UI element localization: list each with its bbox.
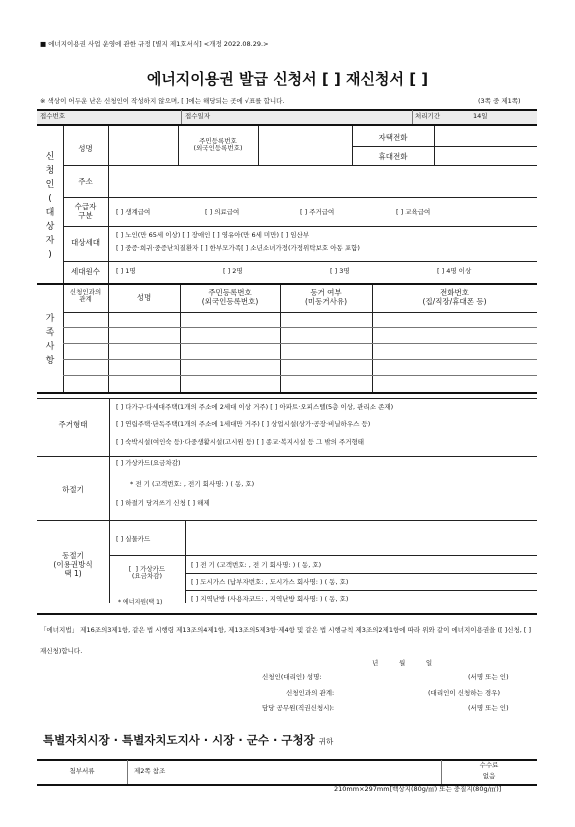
benefit-option-medical[interactable]: [ ] 의료급여 bbox=[205, 208, 240, 216]
processing-period-value: 14일 bbox=[473, 112, 488, 120]
mobile-label: 휴대전화 bbox=[378, 152, 408, 161]
family-col-cohabitation: 동거 여부 (미동거사유) bbox=[304, 288, 348, 306]
summer-electric-details[interactable]: * 전 기 (고객번호: , 전기 회사명: ) ( 동, 호) bbox=[130, 480, 255, 488]
members-option-4plus[interactable]: [ ] 4명 이상 bbox=[437, 267, 472, 275]
members-option-1[interactable]: [ ] 1명 bbox=[116, 267, 136, 275]
benefit-option-livelihood[interactable]: [ ] 생계급여 bbox=[116, 208, 151, 216]
signature-applicant-label: 신청인(대리인) 성명: bbox=[262, 673, 322, 681]
household-options-line2[interactable]: [ ] 중증·희귀·중증난치질환자 [ ] 한부모가족[ ] 소년소녀가정(가정위탁보호 아동 포함) bbox=[116, 244, 360, 252]
family-col-name: 성명 bbox=[136, 293, 152, 302]
rrn-label: 주민등록번호 (외국인등록번호) bbox=[193, 137, 243, 153]
household-type-label: 대상세대 bbox=[71, 238, 100, 247]
benefit-option-education[interactable]: [ ] 교육급여 bbox=[396, 208, 431, 216]
housing-options-line1[interactable]: [ ] 다가구·다세대주택(1개의 주소에 2세대 이상 거주) [ ] 아파트·오피스텔(5층 이상, 관리소 존재) bbox=[116, 403, 394, 411]
housing-options-line3[interactable]: [ ] 숙박시설(여인숙 등)·다중생활시설(고시원 등) [ ] 종교·복지시설 등 그 밖의 주거형태 bbox=[116, 438, 365, 446]
housing-type-label: 주거형태 bbox=[58, 420, 88, 429]
attachments-value: 제2쪽 참조 bbox=[134, 767, 166, 775]
form-title: 에너지이용권 발급 신청서 [ ] 재신청서 [ ] bbox=[146, 70, 429, 88]
name-label: 성명 bbox=[78, 144, 93, 153]
winter-label: 동절기 (이용권방식 택 1) bbox=[53, 551, 93, 578]
signature-applicant-note[interactable]: (서명 또는 인) bbox=[468, 673, 509, 681]
home-phone-field[interactable] bbox=[436, 128, 536, 144]
family-col-phone: 전화번호 (집/직장/휴대폰 등) bbox=[422, 288, 487, 306]
receipt-date-label: 접수일자 bbox=[185, 112, 211, 120]
form-reference: ■ 에너지이용권 사업 운영에 관한 규정 [별지 제1호서식] <개정 2022.08.29.> bbox=[40, 40, 269, 48]
family-table-body[interactable] bbox=[64, 313, 536, 391]
applicant-section-label: 신 청 인 ( 대 상 자 ) bbox=[45, 152, 55, 260]
benefit-option-housing[interactable]: [ ] 주거급여 bbox=[300, 208, 335, 216]
members-option-3[interactable]: [ ] 3명 bbox=[330, 267, 350, 275]
date-line[interactable]: 년 월 일 bbox=[372, 659, 433, 667]
winter-district-heating-option[interactable]: [ ] 지역난방 (사용자코드: , 지역난방 회사명: ) ( 동, 호) bbox=[191, 595, 349, 603]
home-phone-label: 자택전화 bbox=[378, 133, 408, 142]
legal-basis-text: 「에너지법」 제16조의3제1항, 같은 법 시행령 제13조의4제1항, 제13조의5제3항·제4항 및 같은 법 시행규칙 제3조의2제1항에 따라 위와 같이 에너지이용권을 ([ ]신청, [ ]재신청)합니다. bbox=[40, 626, 531, 655]
fee-label: 수수료 bbox=[479, 761, 499, 769]
summer-label: 하절기 bbox=[62, 485, 84, 494]
housing-options-line2[interactable]: [ ] 연립주택·단독주택(1개의 주소에 1세대만 거주) [ ] 상업시설(상가·공장·비닐하우스 등) bbox=[116, 420, 371, 428]
processing-period-label: 처리기간 bbox=[415, 112, 441, 120]
signature-official-note[interactable]: (서명 또는 인) bbox=[468, 704, 509, 712]
household-members-label: 세대원수 bbox=[71, 267, 100, 276]
winter-real-card-option[interactable]: [ ] 실물카드 bbox=[116, 535, 151, 543]
summer-advance-options[interactable]: [ ] 하절기 당겨쓰기 신청 [ ] 해제 bbox=[116, 499, 210, 507]
instruction-note: ※ 색상이 어두운 난은 신청인이 작성하지 않으며, [ ]에는 해당되는 곳에 √표를 합니다. bbox=[40, 97, 285, 105]
signature-official-label: 담당 공무원(직권신청시): bbox=[262, 704, 335, 712]
address-label: 주소 bbox=[78, 177, 93, 186]
summer-virtual-card-option[interactable]: [ ] 가상카드(요금차감) bbox=[116, 459, 181, 467]
family-section-label: 가 족 사 항 bbox=[45, 314, 55, 366]
winter-virtual-card-option[interactable]: [ ] 가상카드 (요금차감) bbox=[128, 565, 166, 581]
addressee: 특별자치시장 · 특별자치도지사 · 시장 · 군수 · 구청장 귀하 bbox=[43, 733, 334, 747]
family-col-rrn: 주민등록번호 (외국인등록번호) bbox=[201, 288, 259, 306]
members-option-2[interactable]: [ ] 2명 bbox=[223, 267, 243, 275]
page-indicator: (3쪽 중 제1쪽) bbox=[478, 97, 521, 105]
signature-relation-label: 신청인과의 관계: bbox=[286, 689, 335, 697]
winter-energy-note: * 에너지원(택 1) bbox=[118, 599, 163, 606]
addressee-suffix: 귀하 bbox=[318, 737, 334, 746]
signature-relation-note[interactable]: (대리인이 신청하는 경우) bbox=[428, 689, 500, 697]
paper-spec-footer: 210mm×297mm[백상지(80g/㎡) 또는 중질지(80g/㎡)] bbox=[334, 785, 502, 793]
winter-electric-option[interactable]: [ ] 전 기 (고객번호: , 전 기 회사명: ) ( 동, 호) bbox=[191, 561, 322, 569]
fee-value: 없음 bbox=[482, 772, 496, 780]
rrn-field[interactable] bbox=[260, 130, 352, 160]
name-field[interactable] bbox=[110, 144, 178, 158]
address-field[interactable] bbox=[110, 168, 535, 194]
receipt-number-label: 접수번호 bbox=[40, 112, 66, 120]
benefit-type-label: 수급자 구분 bbox=[74, 202, 97, 220]
family-col-relation: 신청인과의 관계 bbox=[69, 288, 102, 304]
household-options-line1[interactable]: [ ] 노인(만 65세 이상) [ ] 장애인 [ ] 영유아(만 6세 미만) [ ] 임산부 bbox=[116, 231, 310, 239]
attachments-label: 첨부서류 bbox=[69, 767, 95, 775]
mobile-field[interactable] bbox=[436, 148, 536, 164]
winter-gas-option[interactable]: [ ] 도시가스 (납부자번호: , 도시가스 회사명: ) ( 동, 호) bbox=[191, 578, 349, 586]
